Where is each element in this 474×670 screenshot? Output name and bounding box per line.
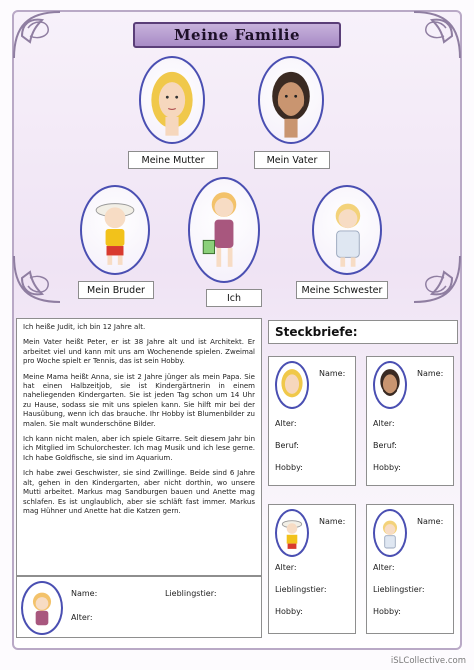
me-thumbnail bbox=[21, 581, 63, 635]
pet-label: Lieblingstier: bbox=[275, 585, 327, 594]
father-profile-card bbox=[366, 356, 454, 486]
mother-profile-card bbox=[268, 356, 356, 486]
brother-thumbnail bbox=[275, 509, 309, 557]
sister-profile-card bbox=[366, 504, 454, 634]
name-label: Name: bbox=[319, 517, 346, 526]
sister-thumbnail bbox=[373, 509, 407, 557]
hobby-label: Hobby: bbox=[275, 463, 303, 472]
story-text bbox=[16, 318, 262, 576]
corner-ornament-icon bbox=[408, 6, 466, 64]
brother-profile-card bbox=[268, 504, 356, 634]
job-label: Beruf: bbox=[275, 441, 299, 450]
father-portrait bbox=[258, 56, 324, 144]
me-label: Ich bbox=[206, 289, 262, 307]
title-banner bbox=[133, 22, 341, 48]
name-label: Name: bbox=[417, 517, 444, 526]
age-label: Alter: bbox=[275, 563, 297, 572]
corner-ornament-icon bbox=[8, 250, 66, 308]
mother-thumbnail bbox=[275, 361, 309, 409]
hobby-label: Hobby: bbox=[373, 463, 401, 472]
sister-portrait bbox=[312, 185, 382, 275]
page-title: Meine Familie bbox=[173, 26, 301, 44]
brother-portrait bbox=[80, 185, 150, 275]
story-paragraph: Ich habe zwei Geschwister, sie sind Zwillinge. Beide sind 6 Jahre alt, gehen in den Kindergarten, aber nicht dorthin, wo unsere Mutti arbeitet. Markus mag Sandburgen bauen und Anette mag schlafen. Es ist unglaublich, aber sie schläft fast immer. Markus mag Hühner und Anette hat die Katzen gern. bbox=[23, 469, 255, 515]
self-profile-card bbox=[16, 576, 262, 638]
age-label: Alter: bbox=[373, 419, 395, 428]
me-portrait bbox=[188, 177, 260, 283]
sister-label: Meine Schwester bbox=[296, 281, 388, 299]
story-paragraph: Ich heiße Judit, ich bin 12 Jahre alt. bbox=[23, 323, 146, 331]
pet-label: Lieblingstier: bbox=[373, 585, 425, 594]
name-label: Name: bbox=[319, 369, 346, 378]
father-label: Mein Vater bbox=[254, 151, 330, 169]
story-paragraph: Meine Mama heißt Anna, sie ist 2 Jahre jünger als mein Papa. Sie hat einen Halbzeitjob, sie ist Kindergärtnerin in einem naheliegenden Kindergarten. Sie ist jeden Tag schon um 14 Uhr zu Hause, sodass sie mit uns spielen kann. Sie hilft mir bei der Hausübung, wenn ich das brauche. Ihr Hobby ist Blumenbilder zu malen. Sie malt wunderschöne Bilder. bbox=[23, 372, 255, 428]
steckbriefe-heading: Steckbriefe: bbox=[268, 320, 458, 344]
mother-portrait bbox=[139, 56, 205, 144]
corner-ornament-icon bbox=[408, 250, 466, 308]
self-pet-label: Lieblingstier: bbox=[165, 589, 217, 598]
self-age-label: Alter: bbox=[71, 613, 93, 622]
age-label: Alter: bbox=[275, 419, 297, 428]
mother-label: Meine Mutter bbox=[128, 151, 218, 169]
job-label: Beruf: bbox=[373, 441, 397, 450]
self-name-label: Name: bbox=[71, 589, 98, 598]
name-label: Name: bbox=[417, 369, 444, 378]
hobby-label: Hobby: bbox=[373, 607, 401, 616]
story-paragraph: Mein Vater heißt Peter, er ist 38 Jahre alt und ist Architekt. Er arbeitet viel und kann mit uns am Wochenende spielen. Zweimal pro Woche spielt er Tennis, das ist sein Hobby. bbox=[23, 338, 255, 366]
brother-label: Mein Bruder bbox=[78, 281, 154, 299]
watermark-footer: iSLCollective.com bbox=[390, 656, 466, 666]
corner-ornament-icon bbox=[8, 6, 66, 64]
father-thumbnail bbox=[373, 361, 407, 409]
age-label: Alter: bbox=[373, 563, 395, 572]
hobby-label: Hobby: bbox=[275, 607, 303, 616]
story-paragraph: Ich kann nicht malen, aber ich spiele Gitarre. Seit diesem Jahr bin ich Mitglied im Schulorchester. Ich mag Musik und ich lese gerne. Ich habe Goldfische, sie sind im Aquarium. bbox=[23, 435, 255, 462]
